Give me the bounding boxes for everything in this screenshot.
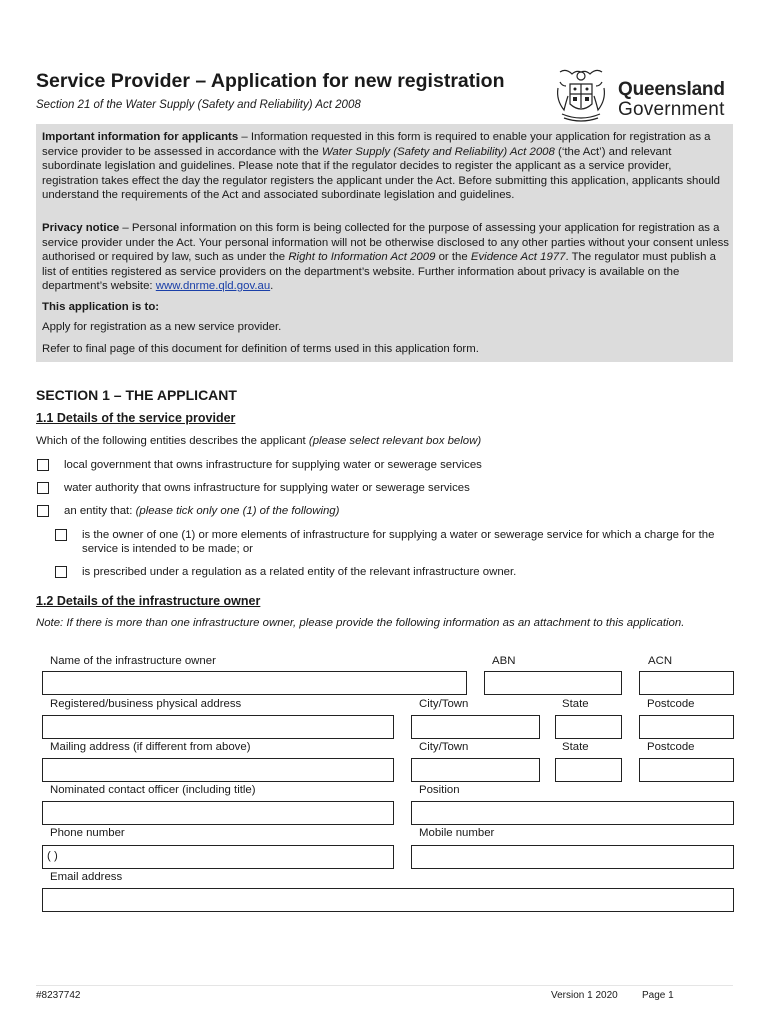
qld-government-logo <box>552 66 732 126</box>
logo-text-government: Government <box>618 99 725 120</box>
email-label: Email address <box>50 871 123 883</box>
infrastructure-owner-checkbox[interactable] <box>55 529 67 541</box>
entity-question <box>36 434 481 449</box>
phone-field[interactable] <box>42 845 394 869</box>
abn-label: ABN <box>492 655 516 667</box>
mailing-city-label: City/Town <box>419 741 469 753</box>
entity-label-hint: (please tick only one (1) of the following) <box>135 505 340 517</box>
abn-field[interactable] <box>484 671 622 695</box>
footer-divider <box>36 985 733 986</box>
entity-label <box>64 504 339 519</box>
physical-postcode-field[interactable] <box>639 715 734 739</box>
mobile-label: Mobile number <box>419 827 495 839</box>
mailing-postcode-label: Postcode <box>647 741 695 753</box>
state-label: State <box>562 698 589 710</box>
contact-officer-field[interactable] <box>42 801 394 825</box>
position-label: Position <box>419 784 460 796</box>
application-heading: This application is to: <box>42 301 160 313</box>
section-1-title: SECTION 1 – THE APPLICANT <box>36 387 237 403</box>
section-1-2-title: 1.2 Details of the infrastructure owner <box>36 594 261 608</box>
document-id: #8237742 <box>36 990 81 1001</box>
acn-field[interactable] <box>639 671 734 695</box>
postcode-label: Postcode <box>647 698 695 710</box>
privacy-text: – Personal information on this form is being collected for the purpose of assessing your application for registration as a service provider under the Act. Your personal information will not be otherwise disclosed to any other parties without your consent unless authorised or required by law, such as under the <box>42 222 729 263</box>
mailing-state-field[interactable] <box>555 758 622 782</box>
important-text-cont: (‘the Act’) and relevant subordinate legislation and guidelines. Please note that if the regulator decides to register the applicant as a service provider, registration takes effect the day the regulator registers the applicant under the Act. Before submitting this application, applicants should understand the requirements of the Act and associated subordinate legislation and guidelines. <box>42 145 720 201</box>
logo-text-queensland: Queensland <box>618 79 725 100</box>
related-entity-checkbox[interactable] <box>55 566 67 578</box>
privacy-act-2: Evidence Act 1977 <box>470 251 566 263</box>
owner-name-field[interactable] <box>42 671 467 695</box>
mailing-address-label: Mailing address (if different from above) <box>50 741 251 753</box>
entity-question-hint: (please select relevant box below) <box>308 435 482 447</box>
phone-area-code: ( ) <box>47 850 58 862</box>
important-information-paragraph <box>42 130 730 203</box>
version-label: Version 1 2020 <box>551 990 618 1001</box>
important-act-name: Water Supply (Safety and Reliability) Act 2008 <box>321 145 555 158</box>
water-authority-checkbox[interactable] <box>37 482 49 494</box>
owner-name-label: Name of the infrastructure owner <box>50 655 216 667</box>
important-text: – Information requested in this form is required to enable your application for registration as a service provider to be assessed in accordance with the <box>42 131 711 158</box>
water-authority-label: water authority that owns infrastructure for supplying water or sewerage services <box>64 482 470 494</box>
privacy-text-2: or the <box>435 251 471 263</box>
city-town-label: City/Town <box>419 698 469 710</box>
physical-state-field[interactable] <box>555 715 622 739</box>
page-title: Service Provider – Application for new registration <box>36 70 505 92</box>
section-1-1-title: 1.1 Details of the service provider <box>36 411 236 425</box>
acn-label: ACN <box>648 655 673 667</box>
page-subtitle: Section 21 of the Water Supply (Safety and Reliability) Act 2008 <box>36 99 361 111</box>
physical-city-field[interactable] <box>411 715 540 739</box>
contact-officer-label: Nominated contact officer (including title) <box>50 784 256 796</box>
page-number: Page 1 <box>642 990 674 1001</box>
privacy-text-3: . The regulator must publish a list of entities registered as service providers on the department’s website. Further information about privacy is available on the department’s website: <box>42 251 716 292</box>
department-website-link[interactable]: www.dnrme.qld.gov.au <box>155 280 271 292</box>
physical-address-field[interactable] <box>42 715 394 739</box>
local-government-label: local government that owns infrastructure for supplying water or sewerage services <box>64 459 482 471</box>
application-purpose: Apply for registration as a new service provider. <box>42 321 282 333</box>
mailing-address-field[interactable] <box>42 758 394 782</box>
refer-note: Refer to final page of this document for definition of terms used in this application form. <box>42 343 479 355</box>
local-government-checkbox[interactable] <box>37 459 49 471</box>
privacy-heading: Privacy notice <box>42 222 120 234</box>
infrastructure-owner-label: is the owner of one (1) or more elements of infrastructure for supplying a water or sewerage service for which a charge for the service is intended to be made; or <box>82 529 715 555</box>
mailing-state-label: State <box>562 741 589 753</box>
mailing-postcode-field[interactable] <box>639 758 734 782</box>
position-field[interactable] <box>411 801 734 825</box>
infrastructure-owner-note: Note: If there is more than one infrastructure owner, please provide the following information as an attachment to this application. <box>36 617 685 629</box>
privacy-act-1: Right to Information Act 2009 <box>288 251 436 263</box>
related-entity-label: is prescribed under a regulation as a related entity of the relevant infrastructure owner. <box>82 566 517 578</box>
privacy-text-4: . <box>270 280 274 292</box>
mailing-city-field[interactable] <box>411 758 540 782</box>
privacy-notice-paragraph <box>42 221 730 294</box>
physical-address-label: Registered/business physical address <box>50 698 242 710</box>
coat-of-arms-icon <box>552 66 610 126</box>
email-field[interactable] <box>42 888 734 912</box>
entity-question-text: Which of the following entities describes the applicant <box>36 435 309 447</box>
entity-checkbox[interactable] <box>37 505 49 517</box>
phone-label: Phone number <box>50 827 125 839</box>
mobile-field[interactable] <box>411 845 734 869</box>
information-box <box>36 124 733 362</box>
entity-label-text: an entity that: <box>64 505 136 517</box>
important-heading: Important information for applicants <box>42 131 239 143</box>
